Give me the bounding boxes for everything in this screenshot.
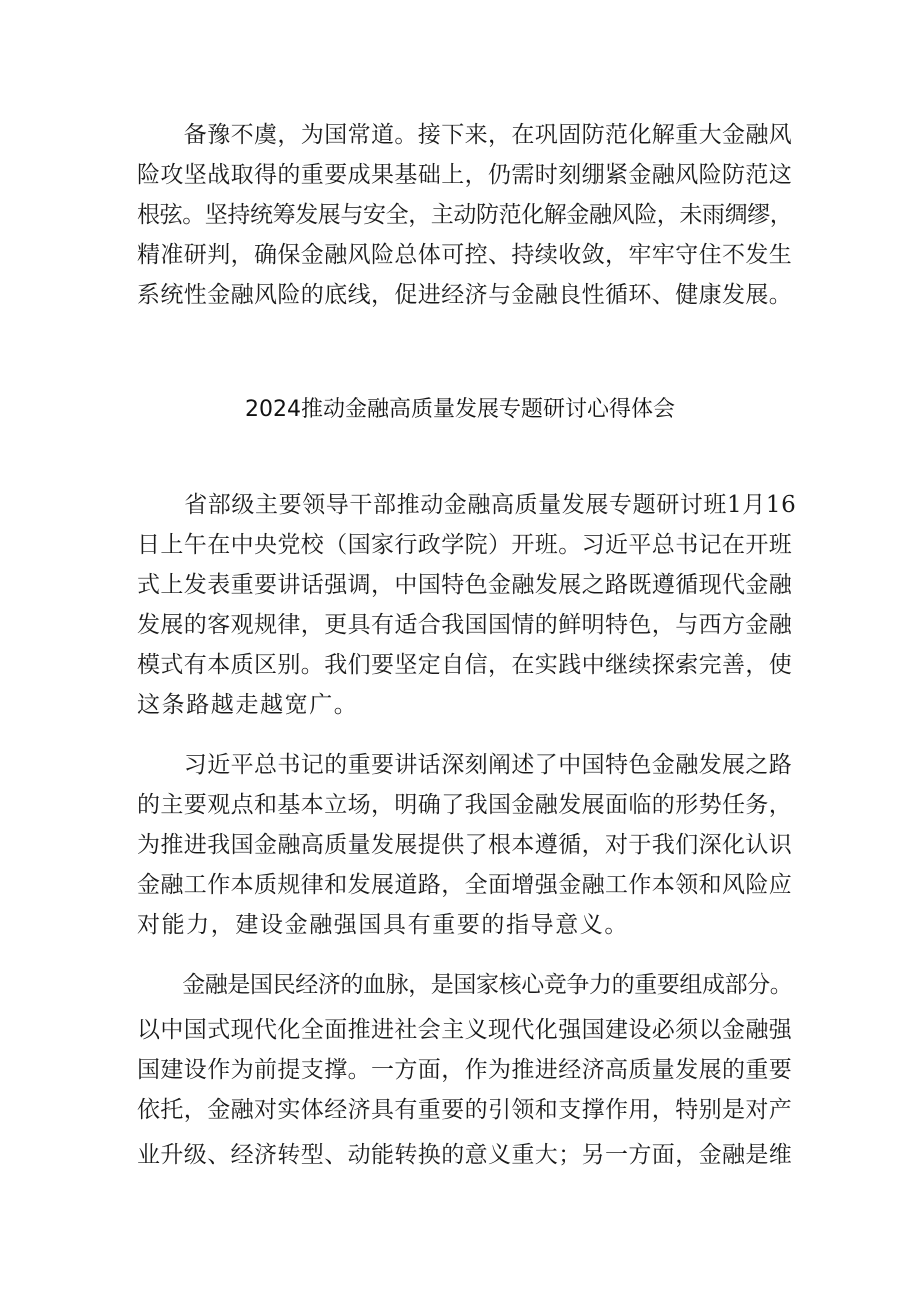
intro-line: 险攻坚战取得的重要成果基础上，仍需时刻绷紧金融风险防范这	[137, 162, 793, 188]
paragraph-3-line: 以中国式现代化全面推进社会主义现代化强国建设必须以金融强	[137, 1017, 793, 1043]
intro-line: 精准研判，确保金融风险总体可控、持续收敛，牢牢守住不发生	[137, 242, 793, 268]
intro-line: 系统性金融风险的底线，促进经济与金融良性循环、健康发展。	[137, 282, 793, 308]
intro-line: 备豫不虞，为国常道。接下来，在巩固防范化解重大金融风	[137, 122, 793, 148]
paragraph-1-line: 发展的客观规律，更具有适合我国国情的鲜明特色，与西方金融	[137, 612, 793, 638]
paragraph-2-line: 对能力，建设金融强国具有重要的指导意义。	[137, 912, 629, 938]
paragraph-1-line: 这条路越走越宽广。	[137, 692, 359, 718]
paragraph-2-line: 的主要观点和基本立场，明确了我国金融发展面临的形势任务，	[137, 792, 793, 818]
paragraph-2-line: 为推进我国金融高质量发展提供了根本遵循，对于我们深化认识	[137, 832, 793, 858]
article-title: 2024推动金融高质量发展专题研讨心得体会	[245, 397, 675, 422]
paragraph-3-line: 金融是国民经济的血脉，是国家核心竞争力的重要组成部分。	[137, 972, 793, 998]
paragraph-3-line: 国建设作为前提支撑。一方面，作为推进经济高质量发展的重要	[137, 1057, 793, 1083]
paragraph-3-line: 业升级、经济转型、动能转换的意义重大；另一方面，金融是维	[137, 1142, 793, 1168]
paragraph-3-line: 依托，金融对实体经济具有重要的引领和支撑作用，特别是对产	[137, 1097, 793, 1123]
paragraph-1-line: 省部级主要领导干部推动金融高质量发展专题研讨班1月16	[137, 492, 797, 518]
paragraph-1-line: 式上发表重要讲话强调，中国特色金融发展之路既遵循现代金融	[137, 572, 793, 598]
paragraph-1-line: 模式有本质区别。我们要坚定自信，在实践中继续探索完善，使	[137, 652, 793, 678]
paragraph-1-line: 日上午在中央党校（国家行政学院）开班。习近平总书记在开班	[137, 532, 793, 558]
paragraph-2-line: 金融工作本质规律和发展道路，全面增强金融工作本领和风险应	[137, 872, 793, 898]
paragraph-2-line: 习近平总书记的重要讲话深刻阐述了中国特色金融发展之路	[137, 752, 793, 778]
intro-line: 根弦。坚持统筹发展与安全，主动防范化解金融风险，未雨绸缪，	[137, 202, 793, 228]
